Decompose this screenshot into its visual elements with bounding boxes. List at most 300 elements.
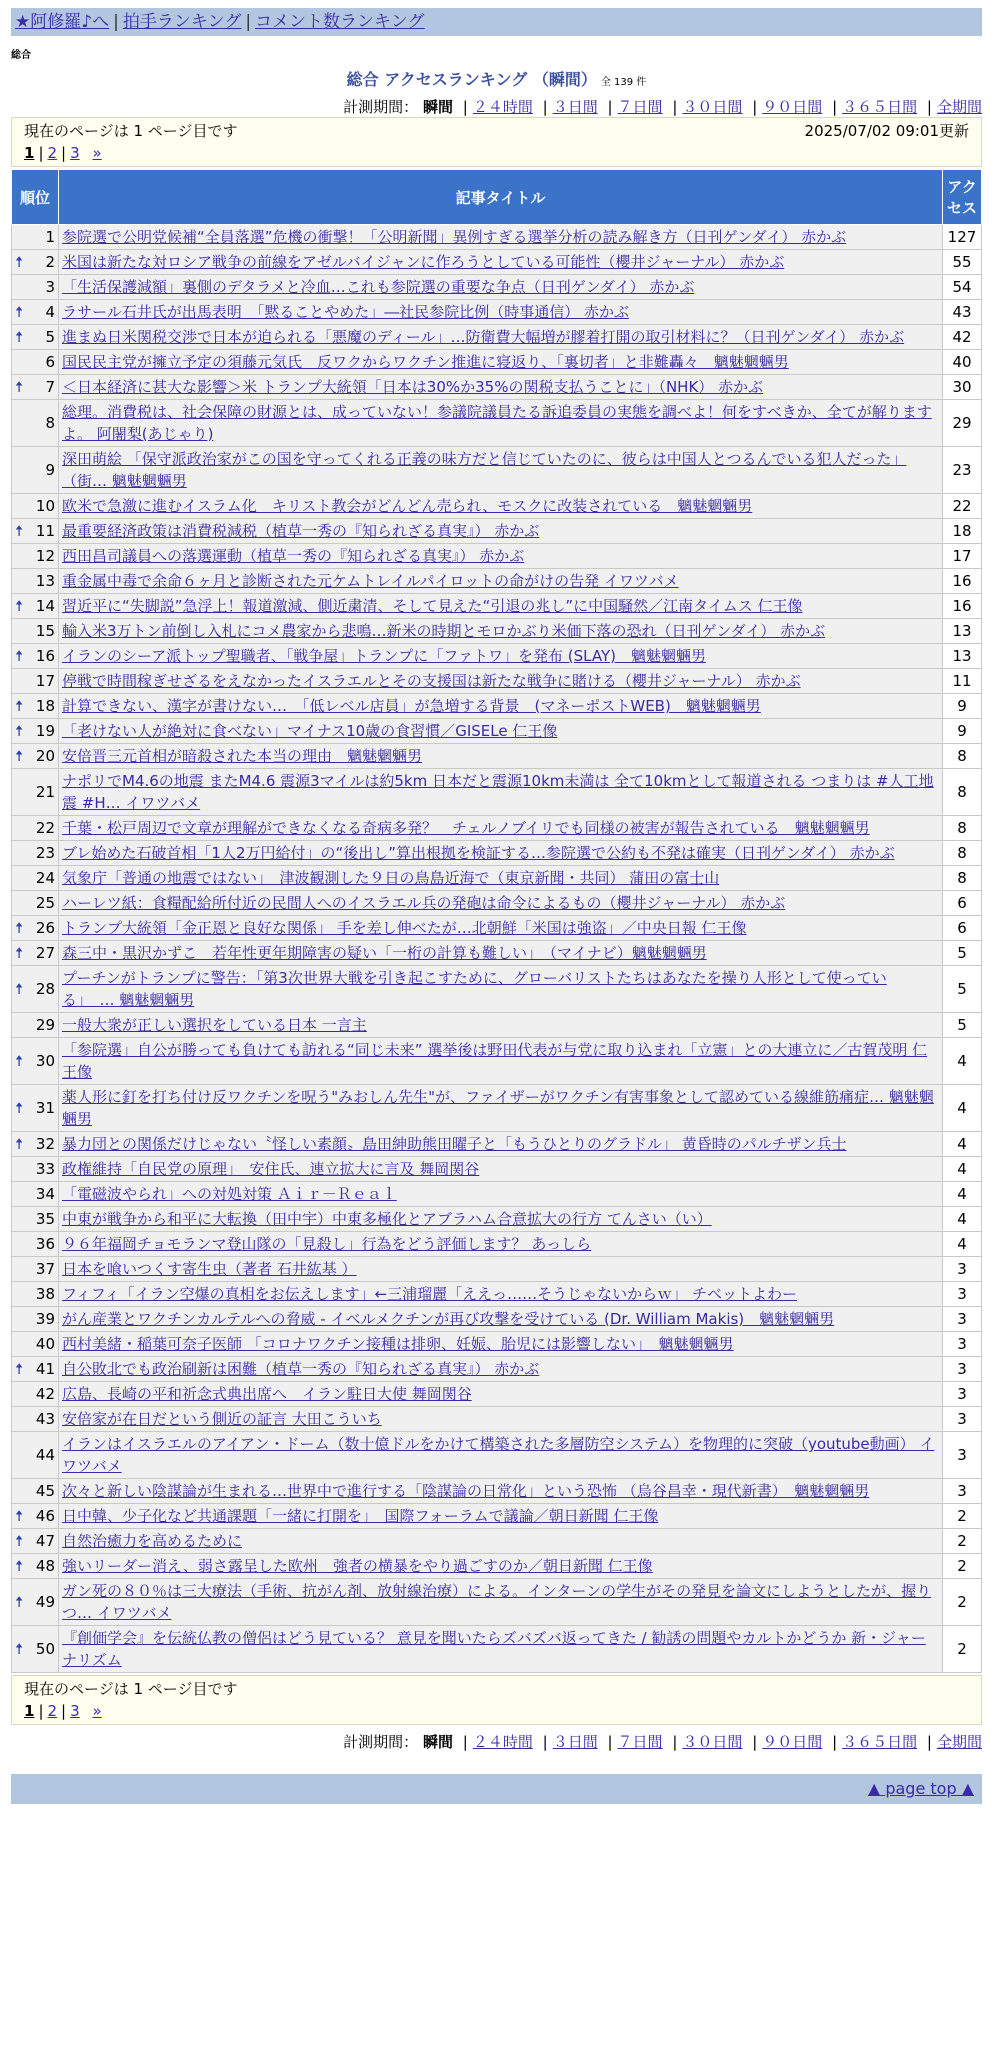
count-cell: 127 <box>943 225 982 250</box>
title-cell <box>59 544 943 569</box>
rank-number: 45 <box>35 1482 55 1500</box>
rank-cell <box>12 1407 59 1432</box>
article-link[interactable]: 自公敗北でも政治刷新は困難（植草一秀の『知られざる真実』） 赤かぶ <box>62 1360 540 1378</box>
rank-number: 6 <box>45 353 55 371</box>
rank-up-arrow-icon: 🠅 <box>15 328 24 346</box>
title-cell <box>59 350 943 375</box>
total-count: 全 139 件 <box>600 77 647 88</box>
article-link[interactable]: 西村美緒・稲葉可奈子医師 「コロナワクチン接種は排卵、妊娠、胎児には影響しない」 魑魅魍魎男 <box>62 1335 734 1353</box>
title-cell <box>59 694 943 719</box>
rank-cell <box>12 941 59 966</box>
rank-number: 38 <box>35 1285 55 1303</box>
rank-cell <box>12 1504 59 1529</box>
count-cell: 3 <box>943 1407 982 1432</box>
article-link[interactable]: 習近平に“失脚説”急浮上！報道激減、側近粛清、そして見えた“引退の兆し”に中国騒然／江南タイムス 仁王像 <box>62 597 803 615</box>
article-link[interactable]: 政権維持「自民党の原理」 安住氏、連立拡大に言及 舞岡関谷 <box>62 1160 480 1178</box>
count-cell: 4 <box>943 1182 982 1207</box>
count-cell: 5 <box>943 966 982 1013</box>
article-link[interactable]: がん産業とワクチンカルテルへの脅威 - イベルメクチンが再び攻撃を受けている (Dr. William Makis) 魑魅魍魎男 <box>62 1310 835 1328</box>
rank-number: 15 <box>35 622 55 640</box>
table-row <box>12 1307 982 1332</box>
count-cell: 2 <box>943 1579 982 1626</box>
header-title: 記事タイトル <box>59 170 943 225</box>
title-cell <box>59 1332 943 1357</box>
header-count: アクセス <box>943 170 982 225</box>
rank-cell <box>12 1182 59 1207</box>
article-link[interactable]: 西田昌司議員への落選運動（植草一秀の『知られざる真実』） 赤かぶ <box>62 547 525 565</box>
title-cell <box>59 1432 943 1479</box>
article-link[interactable]: 森三中・黒沢かずこ 若年性更年期障害の疑い「一桁の計算も難しい」 （マイナビ）魑魅魍魎男 <box>62 944 707 962</box>
rank-cell <box>12 1332 59 1357</box>
rank-number: 50 <box>35 1640 55 1658</box>
title-cell <box>59 966 943 1013</box>
rank-cell <box>12 1432 59 1479</box>
page-2-link-bottom[interactable]: 2 <box>47 1702 58 1720</box>
rank-cell <box>12 966 59 1013</box>
rank-up-arrow-icon: 🠅 <box>15 597 24 615</box>
count-cell: 3 <box>943 1332 982 1357</box>
title-cell <box>59 447 943 494</box>
table-row <box>12 375 982 400</box>
article-link[interactable]: イランはイスラエルのアイアン・ドーム（数十億ドルをかけて構築された多層防空システム）を物理的に突破（youtube動画） イワツバメ <box>62 1435 935 1475</box>
table-row <box>12 594 982 619</box>
article-link[interactable]: ブレ始めた石破首相「1人2万円給付」の“後出し”算出根拠を検証する…参院選で公約も不発は確実（日刊ゲンダイ） 赤かぶ <box>62 844 895 862</box>
rank-number: 44 <box>35 1446 55 1464</box>
title-cell <box>59 916 943 941</box>
title-cell <box>59 1182 943 1207</box>
article-link[interactable]: ガン死の８０％は三大療法（手術、抗がん剤、放射線治療）による。インターンの学生がその発見を論文にしようとしたが、握りつ… イワツバメ <box>62 1582 932 1622</box>
rank-number: 26 <box>35 919 55 937</box>
table-row <box>12 1626 982 1673</box>
article-link[interactable]: 日本を喰いつくす寄生虫（著者 石井紘基 ） <box>62 1260 357 1278</box>
title-cell <box>59 400 943 447</box>
title-cell <box>59 669 943 694</box>
period-link-24h-bottom[interactable]: ２４時間 <box>472 1733 533 1751</box>
title-cell <box>59 1038 943 1085</box>
table-row <box>12 350 982 375</box>
article-link[interactable]: 一般大衆が正しい選択をしている日本 一言主 <box>62 1016 367 1034</box>
period-current-bottom: 瞬間 <box>422 1733 453 1751</box>
page-3-link[interactable]: 3 <box>70 144 80 162</box>
count-cell: 4 <box>943 1132 982 1157</box>
count-cell: 17 <box>943 544 982 569</box>
rank-up-arrow-icon: 🠅 <box>15 1557 24 1575</box>
article-link[interactable]: 千葉・松戸周辺で文章が理解ができなくなる奇病多発？ チェルノブイリでも同様の被害が報告されている 魑魅魍魎男 <box>62 819 870 837</box>
count-cell: 6 <box>943 891 982 916</box>
rank-cell <box>12 569 59 594</box>
article-link[interactable]: 強いリーダー消え、弱さ露呈した欧州 強者の横暴をやり過ごすのか／朝日新聞 仁王像 <box>62 1557 653 1575</box>
rank-cell <box>12 719 59 744</box>
rank-number: 28 <box>35 980 55 998</box>
article-link[interactable]: 最重要経済政策は消費税減税（植草一秀の『知られざる真実』） 赤かぶ <box>62 522 540 540</box>
rank-up-arrow-icon: 🠅 <box>15 378 24 396</box>
rank-cell <box>12 544 59 569</box>
rank-cell <box>12 891 59 916</box>
rank-up-arrow-icon: 🠅 <box>15 1135 24 1153</box>
pager-box-bottom <box>11 1675 982 1725</box>
rank-cell <box>12 1013 59 1038</box>
next-page-link-bottom[interactable]: » <box>92 1702 102 1720</box>
count-cell: 3 <box>943 1282 982 1307</box>
rank-up-arrow-icon: 🠅 <box>15 1640 24 1658</box>
title-cell <box>59 569 943 594</box>
table-row <box>12 719 982 744</box>
count-cell: 16 <box>943 569 982 594</box>
rank-cell <box>12 669 59 694</box>
count-cell: 8 <box>943 816 982 841</box>
rank-cell <box>12 1157 59 1182</box>
rank-number: 42 <box>35 1385 55 1403</box>
count-cell: 43 <box>943 300 982 325</box>
article-link[interactable]: ハーレツ紙：食糧配給所付近の民間人へのイスラエル兵の発砲は命令によるもの（櫻井ジャーナル） 赤かぶ <box>62 894 786 912</box>
article-link[interactable]: 気象庁「普通の地震ではない」 津波観測した９日の鳥島近海で（東京新聞・共同） 蒲田の富士山 <box>62 869 720 887</box>
title-cell <box>59 1282 943 1307</box>
article-link[interactable]: ９６年福岡チョモランマ登山隊の「見殺し」行為をどう評価します？ あっしら <box>62 1235 592 1253</box>
period-link-30d[interactable]: ３０日間 <box>682 98 743 116</box>
count-cell: 9 <box>943 694 982 719</box>
rank-number: 25 <box>35 894 55 912</box>
rank-number: 7 <box>45 378 55 396</box>
rank-cell <box>12 325 59 350</box>
table-row <box>12 966 982 1013</box>
period-link-7d[interactable]: ７日間 <box>617 98 663 116</box>
article-link[interactable]: 重金属中毒で余命６ヶ月と診断された元ケムトレイルパイロットの命がけの告発 イワツバメ <box>62 572 679 590</box>
table-row <box>12 569 982 594</box>
article-link[interactable]: 中東が戦争から和平に大転換（田中宇）中東多極化とアブラハム合意拡大の行方 てんさい（い） <box>62 1210 712 1228</box>
rank-cell <box>12 1232 59 1257</box>
rank-number: 49 <box>35 1593 55 1611</box>
period-nav-top: 計測期間： 瞬間 | ２４時間 | ３日間 | ７日間 | ３０日間 | ９０日間 | ３６５日間 | 全期間 <box>343 98 982 116</box>
title-cell <box>59 1407 943 1432</box>
table-row <box>12 744 982 769</box>
count-cell: 11 <box>943 669 982 694</box>
rank-number: 17 <box>35 672 55 690</box>
rank-cell <box>12 1307 59 1332</box>
rank-cell <box>12 1529 59 1554</box>
rank-cell <box>12 519 59 544</box>
article-link[interactable]: フィフィ「イラン空爆の真相をお伝えします」←三浦瑠麗「ええっ……そうじゃないからｗ」 チベットよわー <box>62 1285 797 1303</box>
article-link[interactable]: 欧米で急激に進むイスラム化 キリスト教会がどんどん売られ、モスクに改装されている 魑魅魍魎男 <box>62 497 753 515</box>
rank-up-arrow-icon: 🠅 <box>15 980 24 998</box>
table-row <box>12 1157 982 1182</box>
article-link[interactable]: 「生活保護減額」裏側のデタラメと冷血…これも参院選の重要な争点（日刊ゲンダイ） 赤かぶ <box>62 278 695 296</box>
table-row <box>12 1579 982 1626</box>
pagination: 1 | 2 | 3 » <box>24 144 102 162</box>
article-link[interactable]: 自然治癒力を高めるために <box>62 1532 243 1550</box>
updated-timestamp: 2025/07/02 09:01更新 <box>804 122 969 140</box>
article-link[interactable]: 輸入米3万トン前倒し入札にコメ農家から悲鳴…新米の時期とモロかぶり米価下落の恐れ（日刊ゲンダイ） 赤かぶ <box>62 622 826 640</box>
rank-cell <box>12 1579 59 1626</box>
table-row <box>12 1132 982 1157</box>
header-rank: 順位 <box>12 170 59 225</box>
rank-number: 1 <box>45 228 55 246</box>
rank-up-arrow-icon: 🠅 <box>15 1593 24 1611</box>
article-link[interactable]: 安倍家が在日だという側近の証言 大田こういち <box>62 1410 382 1428</box>
article-link[interactable]: ラサール石井氏が出馬表明 「黙ることやめた」―社民参院比例（時事通信） 赤かぶ <box>62 303 629 321</box>
rank-number: 10 <box>35 497 55 515</box>
article-link[interactable]: ナポリでM4.6の地震 またM4.6 震源3マイルは約5km 日本だと震源10km未満は 全て10kmとして報道される つまりは #人工地震 #H… イワツバメ <box>62 772 934 812</box>
table-row <box>12 669 982 694</box>
rank-up-arrow-icon: 🠅 <box>15 747 24 765</box>
rank-up-arrow-icon: 🠅 <box>15 647 24 665</box>
period-link-3d[interactable]: ３日間 <box>552 98 598 116</box>
rank-number: 41 <box>35 1360 55 1378</box>
table-row <box>12 494 982 519</box>
article-link[interactable]: 「老けない人が絶対に食べない」マイナス10歳の食習慣／GISELe 仁王像 <box>62 722 558 740</box>
period-link-24h[interactable]: ２４時間 <box>472 98 533 116</box>
article-link[interactable]: 日中韓、少子化など共通課題「一緒に打開を」 国際フォーラムで議論／朝日新聞 仁王像 <box>62 1507 659 1525</box>
table-row <box>12 1257 982 1282</box>
title-cell <box>59 250 943 275</box>
comment-ranking-link[interactable]: コメント数ランキング <box>255 12 425 32</box>
title-cell <box>59 1307 943 1332</box>
count-cell: 30 <box>943 375 982 400</box>
title-cell <box>59 1257 943 1282</box>
title-cell <box>59 494 943 519</box>
article-link[interactable]: トランプ大統領「金正恩と良好な関係」 手を差し伸べたが…北朝鮮「米国は強盗」／中央日報 仁王像 <box>62 919 747 937</box>
title-cell <box>59 275 943 300</box>
title-cell <box>59 744 943 769</box>
table-row <box>12 1085 982 1132</box>
rank-up-arrow-icon: 🠅 <box>15 253 24 271</box>
clap-ranking-link[interactable]: 拍手ランキング <box>122 12 242 32</box>
count-cell: 3 <box>943 1382 982 1407</box>
rank-cell <box>12 375 59 400</box>
title-cell <box>59 941 943 966</box>
count-cell: 23 <box>943 447 982 494</box>
count-cell: 6 <box>943 916 982 941</box>
title-cell <box>59 1085 943 1132</box>
title-cell <box>59 1626 943 1673</box>
rank-cell <box>12 1382 59 1407</box>
page-2-link[interactable]: 2 <box>47 144 58 162</box>
article-link[interactable]: 米国は新たな対ロシア戦争の前線をアゼルバイジャンに作ろうとしている可能性（櫻井ジャーナル） 赤かぶ <box>62 253 785 271</box>
title-cell <box>59 1529 943 1554</box>
rank-number: 19 <box>35 722 55 740</box>
count-cell: 8 <box>943 744 982 769</box>
article-link[interactable]: 参院選で公明党候補“全員落選”危機の衝撃！「公明新聞」異例すぎる選挙分析の読み解き方（日刊ゲンダイ） 赤かぶ <box>62 228 847 246</box>
article-link[interactable]: プーチンがトランプに警告：「第3次世界大戦を引き起こすために、グローバリストたちはあなたを操り人形として使っている」 … 魑魅魍魎男 <box>62 969 887 1009</box>
table-row <box>12 1382 982 1407</box>
table-row <box>12 1013 982 1038</box>
rank-number: 31 <box>35 1099 55 1117</box>
rank-number: 43 <box>35 1410 55 1428</box>
rank-up-arrow-icon: 🠅 <box>15 944 24 962</box>
article-link[interactable]: 『創価学会』を伝統仏教の僧侶はどう見ている？ 意見を聞いたらズバズバ返ってきた / 勧誘の問題やカルトかどうか 新・ジャーナリズム <box>62 1629 926 1669</box>
title-cell <box>59 1357 943 1382</box>
rank-cell <box>12 816 59 841</box>
rank-number: 21 <box>35 783 55 801</box>
rank-number: 16 <box>35 647 55 665</box>
title-cell <box>59 719 943 744</box>
count-cell: 5 <box>943 1013 982 1038</box>
rank-cell <box>12 447 59 494</box>
article-link[interactable]: 「参院選」自公が勝っても負けても訪れる“同じ未来” 選挙後は野田代表が与党に取り込まれ「立憲」との大連立に／古賀茂明 仁王像 <box>62 1041 928 1081</box>
title-cell <box>59 891 943 916</box>
rank-up-arrow-icon: 🠅 <box>15 1532 24 1550</box>
count-cell: 2 <box>943 1554 982 1579</box>
rank-number: 9 <box>45 461 55 479</box>
rank-cell <box>12 644 59 669</box>
home-link[interactable]: ★阿修羅♪へ <box>15 12 110 32</box>
rank-number: 29 <box>35 1016 55 1034</box>
rank-number: 30 <box>35 1052 55 1070</box>
rank-number: 12 <box>35 547 55 565</box>
article-link[interactable]: 総理。消費税は、社会保障の財源とは、成っていない！参議院議員たる訴追委員の実態を調べよ！何をすべきか、全てが解りますよ。 阿闍梨(あじゃり) <box>62 403 932 443</box>
table-row <box>12 619 982 644</box>
title-cell <box>59 594 943 619</box>
table-row <box>12 275 982 300</box>
article-link[interactable]: 安倍晋三元首相が暗殺された本当の理由 魑魅魍魎男 <box>62 747 423 765</box>
title-cell <box>59 225 943 250</box>
rank-up-arrow-icon: 🠅 <box>15 1052 24 1070</box>
title-cell <box>59 841 943 866</box>
rank-number: 27 <box>35 944 55 962</box>
section-label: 総合 <box>11 50 31 61</box>
title-cell <box>59 866 943 891</box>
page-3-link-bottom[interactable]: 3 <box>70 1702 80 1720</box>
table-row <box>12 400 982 447</box>
rank-number: 2 <box>45 253 55 271</box>
page-title <box>11 67 982 90</box>
rank-number: 32 <box>35 1135 55 1153</box>
rank-number: 4 <box>45 303 55 321</box>
period-link-365d[interactable]: ３６５日間 <box>842 98 918 116</box>
article-link[interactable]: 広島、長崎の平和祈念式典出席へ イラン駐日大使 舞岡関谷 <box>62 1385 472 1403</box>
rank-cell <box>12 1207 59 1232</box>
rank-cell <box>12 350 59 375</box>
article-link[interactable]: 停戦で時間稼ぎせざるをえなかったイスラエルとその支援国は新たな戦争に賭ける（櫻井ジャーナル） 赤かぶ <box>62 672 801 690</box>
title-cell <box>59 1382 943 1407</box>
rank-number: 5 <box>45 328 55 346</box>
count-cell: 42 <box>943 325 982 350</box>
period-link-7d-bottom[interactable]: ７日間 <box>617 1733 663 1751</box>
period-link-all-bottom[interactable]: 全期間 <box>936 1733 982 1751</box>
count-cell: 2 <box>943 1626 982 1673</box>
rank-cell <box>12 841 59 866</box>
count-cell: 18 <box>943 519 982 544</box>
count-cell: 16 <box>943 594 982 619</box>
table-row <box>12 1529 982 1554</box>
count-cell: 3 <box>943 1479 982 1504</box>
article-link[interactable]: 国民民主党が擁立予定の須藤元気氏 反ワクからワクチン推進に寝返り、「裏切者」と非難轟々 魑魅魍魎男 <box>62 353 789 371</box>
rank-number: 36 <box>35 1235 55 1253</box>
period-current: 瞬間 <box>422 98 453 116</box>
count-cell: 40 <box>943 350 982 375</box>
period-label-bottom: 計測期間： <box>343 1733 419 1751</box>
rank-number: 14 <box>35 597 55 615</box>
table-row <box>12 300 982 325</box>
table-row <box>12 1407 982 1432</box>
period-link-365d-bottom[interactable]: ３６５日間 <box>842 1733 918 1751</box>
rank-number: 23 <box>35 844 55 862</box>
page-1-current-bottom: 1 <box>24 1702 35 1720</box>
rank-number: 11 <box>35 522 55 540</box>
rank-number: 48 <box>35 1557 55 1575</box>
table-row <box>12 1479 982 1504</box>
rank-up-arrow-icon: 🠅 <box>15 697 24 715</box>
table-row <box>12 325 982 350</box>
pagination-bottom: 1 | 2 | 3 » <box>24 1702 102 1720</box>
title-cell <box>59 1554 943 1579</box>
table-row <box>12 1432 982 1479</box>
rank-cell <box>12 1282 59 1307</box>
current-page-text: 現在のページは 1 ページ目です <box>24 122 238 140</box>
article-link[interactable]: 進まぬ日米関税交渉で日本が迫られる「悪魔のディール」…防衛費大幅増が膠着打開の取引材料に？（日刊ゲンダイ） 赤かぶ <box>62 328 905 346</box>
rank-cell <box>12 866 59 891</box>
count-cell: 8 <box>943 769 982 816</box>
count-cell: 13 <box>943 619 982 644</box>
table-row <box>12 519 982 544</box>
count-cell: 2 <box>943 1504 982 1529</box>
article-link[interactable]: ＜日本経済に甚大な影響＞米 トランプ大統領「日本は30%か35%の関税支払うことに」（NHK） 赤かぶ <box>62 378 764 396</box>
period-nav-bottom: 計測期間： 瞬間 | ２４時間 | ３日間 | ７日間 | ３０日間 | ９０日間 | ３６５日間 | 全期間 <box>343 1733 982 1751</box>
title-cell <box>59 300 943 325</box>
article-link[interactable]: 次々と新しい陰謀論が生まれる…世界中で進行する「陰謀論の日常化」という恐怖 （烏谷昌幸・現代新書） 魑魅魍魎男 <box>62 1482 870 1500</box>
rank-up-arrow-icon: 🠅 <box>15 522 24 540</box>
rank-up-arrow-icon: 🠅 <box>15 1360 24 1378</box>
count-cell: 3 <box>943 1432 982 1479</box>
rank-up-arrow-icon: 🠅 <box>15 722 24 740</box>
count-cell: 5 <box>943 941 982 966</box>
table-row <box>12 250 982 275</box>
article-link[interactable]: 計算できない、漢字が書けない… 「低レベル店員」が急増する背景 (マネーポストWEB) 魑魅魍魎男 <box>62 697 761 715</box>
table-row <box>12 816 982 841</box>
next-page-link[interactable]: » <box>92 144 102 162</box>
rank-cell <box>12 1357 59 1382</box>
table-row <box>12 891 982 916</box>
rank-cell <box>12 1479 59 1504</box>
count-cell: 2 <box>943 1529 982 1554</box>
title-cell <box>59 1479 943 1504</box>
count-cell: 29 <box>943 400 982 447</box>
table-row <box>12 866 982 891</box>
period-link-30d-bottom[interactable]: ３０日間 <box>682 1733 743 1751</box>
top-nav: ★阿修羅♪へ | 拍手ランキング | コメント数ランキング <box>11 8 982 36</box>
article-link[interactable]: イランのシーア派トップ聖職者、「戦争屋」トランプに「ファトワ」を発布 (SLAY) 魑魅魍魎男 <box>62 647 706 665</box>
current-page-text-bottom: 現在のページは 1 ページ目です <box>24 1680 238 1698</box>
rank-cell <box>12 1554 59 1579</box>
period-link-90d-bottom[interactable]: ９０日間 <box>762 1733 823 1751</box>
table-row <box>12 1332 982 1357</box>
page-top-link[interactable]: ▲ page top ▲ <box>867 1779 974 1798</box>
count-cell: 9 <box>943 719 982 744</box>
period-link-all[interactable]: 全期間 <box>936 98 982 116</box>
table-row <box>12 841 982 866</box>
count-cell: 4 <box>943 1038 982 1085</box>
table-row <box>12 544 982 569</box>
rank-number: 22 <box>35 819 55 837</box>
table-row <box>12 1038 982 1085</box>
period-link-90d[interactable]: ９０日間 <box>762 98 823 116</box>
article-link[interactable]: 「電磁波やられ」への対処対策 Ａｉｒ－Ｒｅａｌ <box>62 1185 397 1203</box>
count-cell: 55 <box>943 250 982 275</box>
count-cell: 4 <box>943 1232 982 1257</box>
rank-cell <box>12 594 59 619</box>
article-link[interactable]: 薬人形に釘を打ち付け反ワクチンを呪う"みおしん先生"が、ファイザーがワクチン有害事象として認めている線維筋痛症… 魑魅魍魎男 <box>62 1088 934 1128</box>
table-row <box>12 916 982 941</box>
rank-number: 13 <box>35 572 55 590</box>
article-link[interactable]: 暴力団との関係だけじゃない〝怪しい素顔〟島田紳助熊田曜子と「もうひとりのグラドル」 黄昏時のパルチザン兵士 <box>62 1135 847 1153</box>
article-link[interactable]: 深田萌絵 「保守派政治家がこの国を守ってくれる正義の味方だと信じていたのに、彼らは中国人とつるんでいる犯人だった」（街… 魑魅魍魎男 <box>62 450 907 490</box>
page-1-current: 1 <box>24 144 35 162</box>
rank-cell <box>12 494 59 519</box>
count-cell: 3 <box>943 1257 982 1282</box>
rank-number: 37 <box>35 1260 55 1278</box>
period-link-3d-bottom[interactable]: ３日間 <box>552 1733 598 1751</box>
title-cell <box>59 325 943 350</box>
table-row <box>12 1182 982 1207</box>
